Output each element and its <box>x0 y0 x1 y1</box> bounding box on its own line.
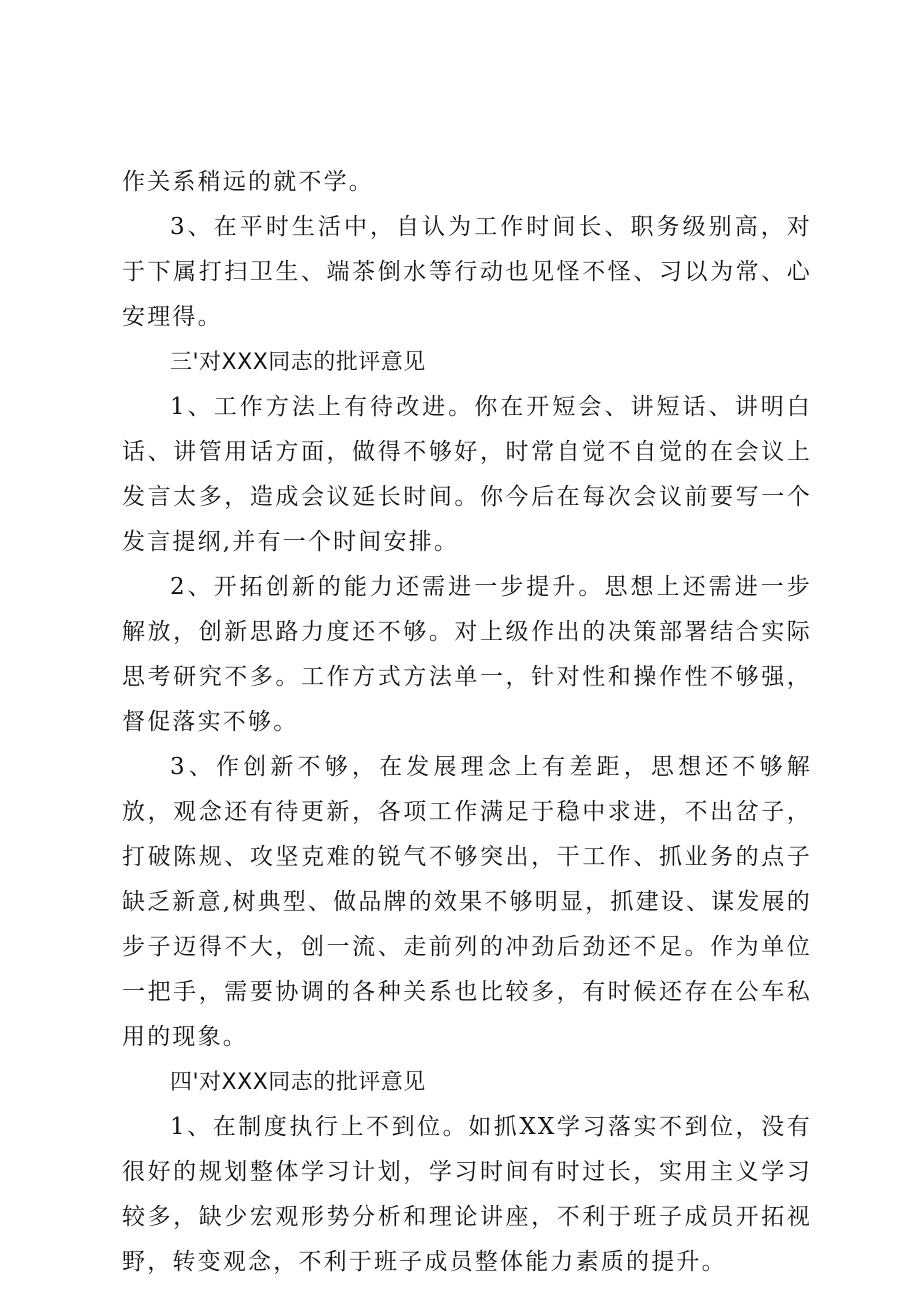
paragraph-continuation: 作关系稍远的就不学。 <box>122 169 374 195</box>
document-body <box>122 160 812 1285</box>
paragraph-work-method: 1、工作方法上有待改进。你在开短会、讲短话、讲明白话、讲管用话方面，做得不够好，时常自觉不自觉的在会议上发言太多，造成会议延长时间。你今后在每次会议前要写一个发言提纲,并有一个时间安排。 <box>122 394 812 555</box>
paragraph-living-habits: 3、在平时生活中，自认为工作时间长、职务级别高，对于下属打扫卫生、端茶倒水等行动也见怪不怪、习以为常、心安理得。 <box>122 214 812 330</box>
section-heading-three: 三'对XXX同志的批评意见 <box>170 350 426 375</box>
paragraph-system-execution: 1、在制度执行上不到位。如抓XX学习落实不到位，没有很好的规划整体学习计划，学习时间有时过长，实用主义学习较多，缺少宏观形势分析和理论讲座，不利于班子成员开拓视野，转变观念，不利于班子成员整体能力素质的提升。 <box>122 1114 812 1275</box>
paragraph-innovation-insufficient: 3、作创新不够，在发展理念上有差距，思想还不够解放，观念还有待更新，各项工作满足于稳中求进，不出岔子，打破陈规、攻坚克难的锐气不够突出，干工作、抓业务的点子缺乏新意,树典型、做品牌的效果不够明显，抓建设、谋发展的步子迈得不大，创一流、走前列的冲劲后劲还不足。作为单位一把手，需要协调的各种关系也比较多，有时候还存在公车私用的现象。 <box>122 754 812 1050</box>
section-heading-four: 四'对XXX同志的批评意见 <box>170 1070 426 1095</box>
paragraph-innovation-ability: 2、开拓创新的能力还需进一步提升。思想上还需进一步解放，创新思路力度还不够。对上级作出的决策部署结合实际思考研究不多。工作方式方法单一，针对性和操作性不够强，督促落实不够。 <box>122 574 812 735</box>
